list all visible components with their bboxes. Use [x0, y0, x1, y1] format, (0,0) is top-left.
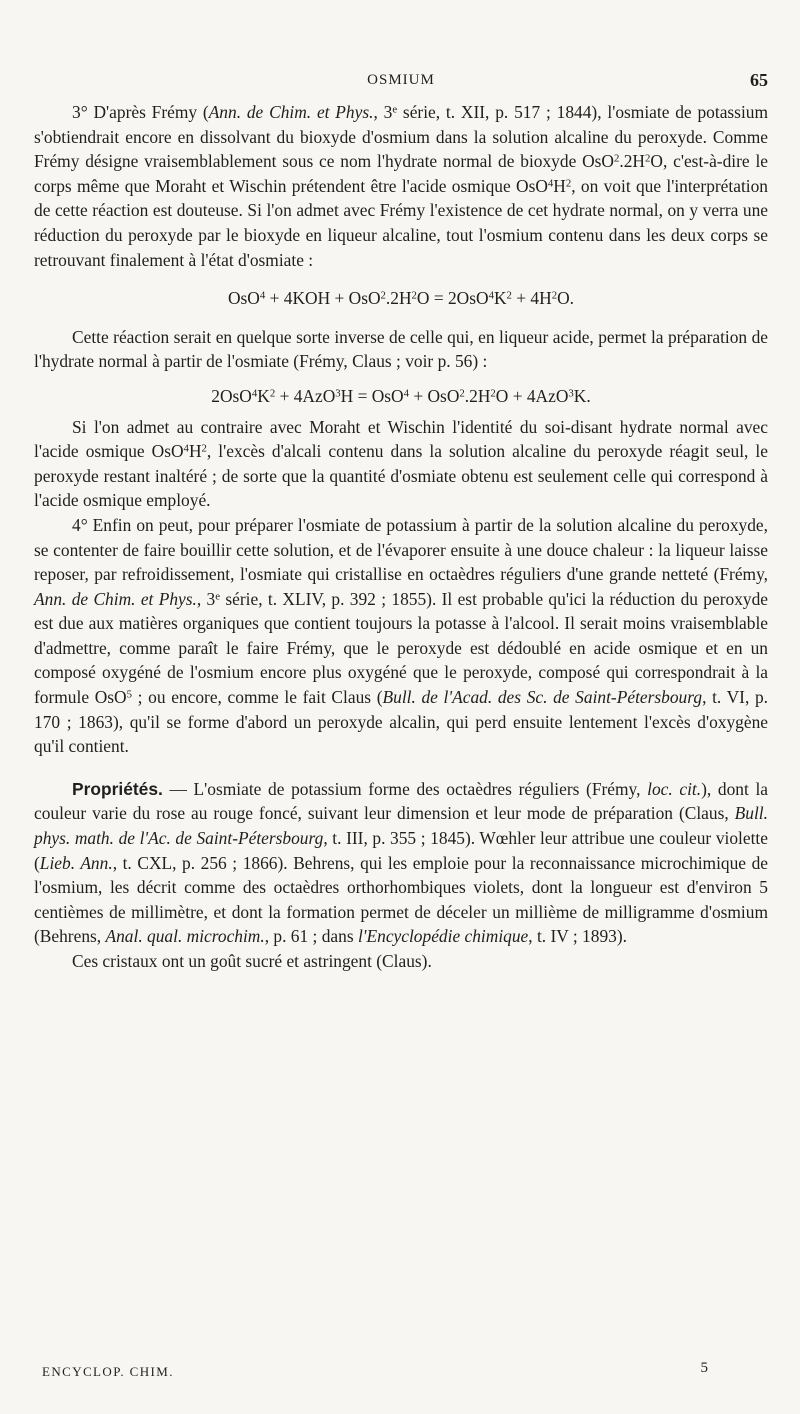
- page-footer: [42, 1360, 708, 1384]
- citation: l'Encyclopédie chimique: [357, 926, 529, 947]
- citation: Bull. de l'Acad. des Sc. de Saint-Pétersbourg: [382, 687, 703, 708]
- citation: Lieb. Ann.: [39, 852, 113, 873]
- paragraph-reaction: Cette réaction serait en quelque sorte inverse de celle qui, en liqueur acide, permet la préparation de l'hydrate normal à partir de l'osmiate (Frémy, Claus ; voir p. 56) :: [34, 326, 768, 372]
- footer-gathering-number: 5: [700, 1360, 708, 1376]
- citation: Bull. phys. math. de l'Ac. de Saint-Pétersbourg: [34, 803, 768, 849]
- running-title: OSMIUM: [367, 72, 435, 88]
- citation: Ann. de Chim. et Phys.: [34, 588, 197, 609]
- paragraph-moraht: Si l'on admet au contraire avec Moraht et Wischin l'identité du soi-disant hydrate normal avec l'acide osmique $OsO^4H^2$, l'excès d'alcali contenu dans la solution alcaline du peroxyde réagit seul, le peroxyde restant inaltéré ; de sorte que la quantité d'osmiate obtenu est seulement celle qui correspond à l'acide osmique employé.: [34, 416, 768, 511]
- formula-1: $OsO^4 + 4KOH + OsO^2.2H^2O = 2OsO^4K^2 + 4H^2O$.: [227, 288, 574, 309]
- paragraph-gout: Ces cristaux ont un goût sucré et astringent (Claus).: [72, 951, 432, 971]
- page-header: [34, 70, 768, 100]
- page: [34, 70, 768, 974]
- paragraph-3: 3° D'après Frémy (Ann. de Chim. et Phys., 3e série, t. XII, p. 517 ; 1844), l'osmiate de potassium s'obtiendrait encore en dissolvant du bioxyde d'osmium dans la solution alcaline du peroxyde. Comme Frémy désigne vraisemblablement sous ce nom l'hydrate normal de bioxyde $OsO^2.2H^2O$, c'est-à-dire le corps même que Moraht et Wischin prétendent être l'acide osmique $OsO^4H^2$, on voit que l'interprétation de cette réaction est douteuse. Si l'on admet avec Frémy l'existence de cet hydrate normal, on y verra une réduction du peroxyde par le bioxyde en liqueur alcaline, tout l'osmium contenu dans les deux corps se retrouvant finalement à l'état d'osmiate :: [34, 102, 769, 270]
- formula-2: $2OsO^4K^2 + 4AzO^3H = OsO^4 + OsO^2.2H^2O + 4AzO^3K$.: [211, 385, 591, 406]
- paragraph-4: 4° Enfin on peut, pour préparer l'osmiate de potassium à partir de la solution alcaline du peroxyde, se contenter de faire bouillir cette solution, et de l'évaporer ensuite à une douce chaleur : la liqueur laisse reposer, par refroidissement, l'osmiate qui cristallise en octaèdres réguliers d'une grande netteté (Frémy, Ann. de Chim. et Phys., 3e série, t. XLIV, p. 392 ; 1855). Il est probable qu'ici la réduction du peroxyde est due aux matières organiques que contient toujours la potasse à l'alcool. Il serait moins vraisemblable d'admettre, comme paraît le faire Frémy, que le peroxyde est dédoublé en acide osmique et en un composé oxygéné de l'osmium encore plus oxygéné que le peroxyde, composé qui correspondrait à la formule OsO$^5$ ; ou encore, comme le fait Claus (Bull. de l'Acad. des Sc. de Saint-Pétersbourg, t. VI, p. 170 ; 1863), qu'il se forme d'abord un peroxyde alcalin, qui perd ensuite lentement l'excès d'oxygène qu'il contient.: [34, 514, 769, 757]
- page-number: 65: [750, 70, 768, 90]
- footer-signature: ENCYCLOP. CHIM.: [42, 1364, 174, 1379]
- citation: Ann. de Chim. et Phys.: [208, 102, 374, 122]
- paragraph-proprietes: Propriétés. — L'osmiate de potassium forme des octaèdres réguliers (Frémy, loc. cit.), dont la couleur varie du rose au rouge foncé, suivant leur dimension et leur mode de préparation (Claus, Bull. phys. math. de l'Ac. de Saint-Pétersbourg, t. III, p. 355 ; 1845). Wœhler leur attribue une couleur violette (Lieb. Ann., t. CXL, p. 256 ; 1866). Behrens, qui les emploie pour la reconnaissance microchimique de l'osmium, les décrit comme des octaèdres orthorhombiques violets, dont la longueur est d'environ 5 centièmes de millimètre, et dont la formation permet de déceler un millième de milligramme d'osmium (Behrens, Anal. qual. microchim., p. 61 ; dans l'Encyclopédie chimique, t. IV ; 1893).: [34, 778, 769, 947]
- section-heading: Propriétés.: [72, 778, 163, 799]
- citation: loc. cit.: [647, 778, 702, 799]
- citation: Anal. qual. microchim.: [105, 926, 265, 947]
